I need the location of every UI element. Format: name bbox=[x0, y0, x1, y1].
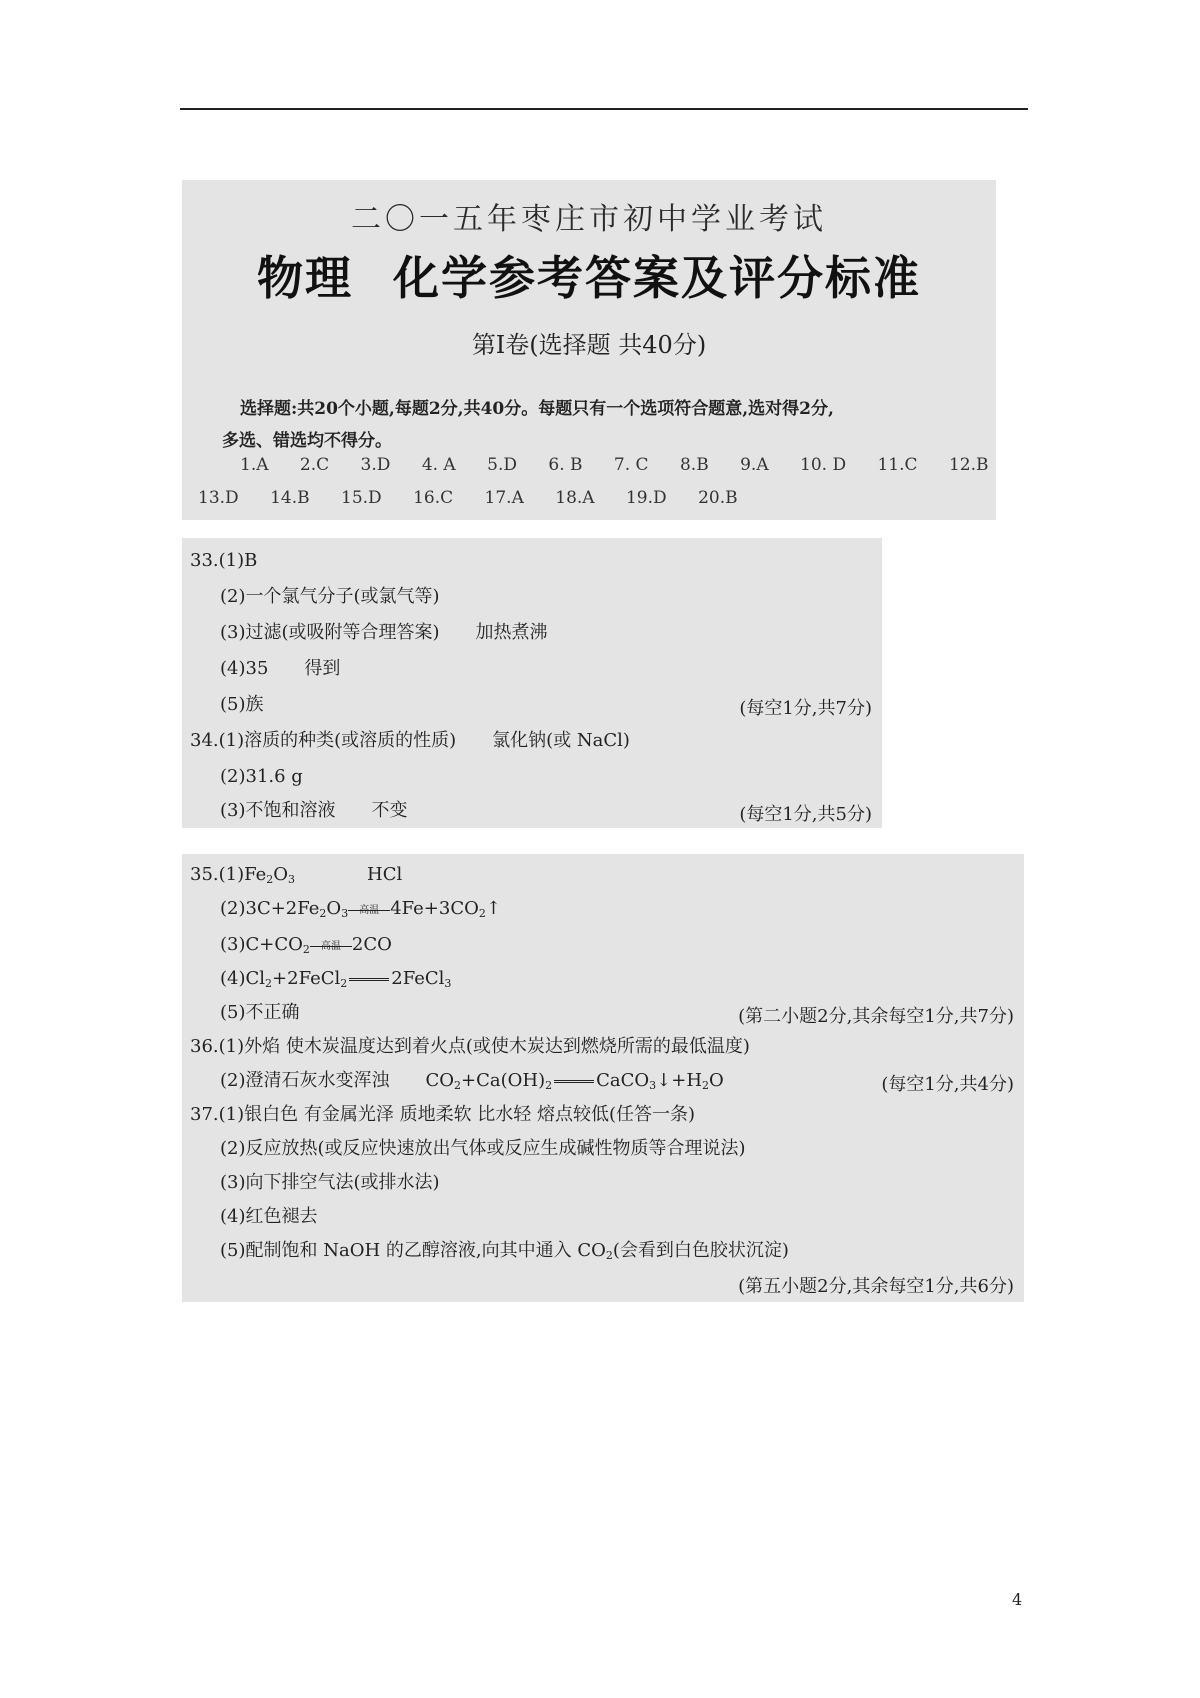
q36-caoh: +Ca(OH) bbox=[461, 1070, 546, 1091]
sub-3: 3 bbox=[649, 1079, 657, 1092]
q34-l1b: 氯化钠(或 NaCl) bbox=[492, 730, 630, 751]
answer-row-1 bbox=[240, 455, 1014, 475]
answer-item: 17.A bbox=[484, 488, 524, 508]
scan-q33-q34 bbox=[182, 538, 882, 828]
header-rule bbox=[180, 108, 1028, 110]
sub-2: 2 bbox=[265, 977, 273, 990]
answer-item: 15.D bbox=[341, 488, 382, 508]
q35-score: (第二小题2分,其余每空1分,共7分) bbox=[738, 1006, 1014, 1027]
q37-line1: 37.(1)银白色 有金属光泽 质地柔软 比水轻 熔点较低(任答一条) bbox=[190, 1104, 696, 1125]
eq2-left: (2)3C+2Fe bbox=[220, 898, 320, 919]
equals-sign bbox=[554, 1080, 594, 1083]
q35-fe: 35.(1)Fe bbox=[190, 864, 267, 885]
sub-2: 2 bbox=[266, 873, 274, 886]
answer-item: 10. D bbox=[800, 455, 847, 475]
reaction-condition: 高温 bbox=[320, 941, 341, 952]
q34-score: (每空1分,共5分) bbox=[739, 804, 872, 825]
scan-q35-q37 bbox=[182, 854, 1024, 1302]
q37-line3: (3)向下排空气法(或排水法) bbox=[220, 1172, 440, 1193]
answer-item: 14.B bbox=[270, 488, 310, 508]
q36-co: CO bbox=[425, 1070, 455, 1091]
q37-l5a: (5)配制饱和 NaOH 的乙醇溶液,向其中通入 CO bbox=[220, 1240, 606, 1261]
q35-line5: (5)不正确 bbox=[220, 1002, 300, 1023]
answer-row-2 bbox=[198, 488, 764, 508]
reaction-arrow bbox=[348, 903, 390, 915]
q36-o: O bbox=[709, 1070, 724, 1091]
q35-hcl: HCl bbox=[367, 864, 403, 885]
q35-equation-2 bbox=[220, 892, 501, 931]
sub-2: 2 bbox=[478, 907, 486, 920]
eq4-mid: +2FeCl bbox=[272, 968, 341, 989]
scan-title-block bbox=[182, 180, 996, 520]
sub-2: 2 bbox=[454, 1079, 462, 1092]
q33-line5: (5)族 bbox=[220, 694, 264, 715]
gas-up-arrow-icon: ↑ bbox=[485, 898, 501, 919]
answer-item: 7. C bbox=[613, 455, 649, 475]
q36-line1: 36.(1)外焰 使木炭温度达到着火点(或使木炭达到燃烧所需的最低温度) bbox=[190, 1036, 750, 1057]
answer-item: 13.D bbox=[198, 488, 239, 508]
q33-l4b: 得到 bbox=[304, 658, 341, 679]
eq3-right: 2CO bbox=[351, 934, 392, 955]
page-number: 4 bbox=[1012, 1590, 1023, 1609]
answer-item: 5.D bbox=[487, 455, 517, 475]
reaction-arrow bbox=[310, 939, 352, 951]
q33-score: (每空1分,共7分) bbox=[739, 698, 872, 719]
eq2-o: O bbox=[326, 898, 342, 919]
q34-line1 bbox=[190, 724, 630, 758]
q36-caco: CaCO bbox=[596, 1070, 650, 1091]
answer-item: 1.A bbox=[240, 455, 269, 475]
sub-2: 2 bbox=[340, 977, 348, 990]
reaction-condition: 高温 bbox=[359, 905, 380, 916]
q33-l3a: (3)过滤(或吸附等合理答案) bbox=[220, 622, 440, 643]
sub-3: 3 bbox=[341, 907, 349, 920]
eq4-left: (4)Cl bbox=[220, 968, 266, 989]
answer-item: 3.D bbox=[360, 455, 391, 475]
q37-line2: (2)反应放热(或反应快速放出气体或反应生成碱性物质等合理说法) bbox=[220, 1138, 746, 1159]
q33-line4 bbox=[220, 652, 340, 686]
exam-subtitle: 二〇一五年枣庄市初中学业考试 bbox=[351, 202, 827, 237]
answer-item: 6. B bbox=[548, 455, 583, 475]
answer-item: 20.B bbox=[698, 488, 738, 508]
q33-l4a: (4)35 bbox=[220, 658, 269, 679]
q36-score: (每空1分,共4分) bbox=[881, 1074, 1014, 1095]
q37-l5b: (会看到白色胶状沉淀) bbox=[612, 1240, 789, 1261]
q35-o: O bbox=[273, 864, 289, 885]
q33-line3 bbox=[220, 616, 548, 650]
instructions-line2: 多选、错选均不得分。 bbox=[222, 431, 392, 451]
sub-3: 3 bbox=[444, 977, 452, 990]
answer-item: 18.A bbox=[555, 488, 595, 508]
sub-2: 2 bbox=[319, 907, 327, 920]
answer-item: 12.B bbox=[948, 455, 989, 475]
eq2-right: 4Fe+3CO bbox=[390, 898, 479, 919]
section-title: 第Ⅰ卷(选择题 共40分) bbox=[471, 331, 707, 359]
equals-sign bbox=[349, 978, 389, 981]
q37-line4: (4)红色褪去 bbox=[220, 1206, 318, 1227]
q36-tail: ↓+H bbox=[656, 1070, 703, 1091]
answer-item: 4. A bbox=[421, 455, 456, 475]
answer-item: 11.C bbox=[877, 455, 918, 475]
q34-line2: (2)31.6 g bbox=[220, 766, 303, 787]
q34-l3a: (3)不饱和溶液 bbox=[220, 800, 336, 821]
answer-item: 16.C bbox=[413, 488, 454, 508]
eq4-right: 2FeCl bbox=[391, 968, 445, 989]
sub-3: 3 bbox=[288, 873, 296, 886]
sub-2: 2 bbox=[545, 1079, 553, 1092]
answer-item: 2.C bbox=[299, 455, 330, 475]
answer-item: 9.A bbox=[740, 455, 769, 475]
sub-2: 2 bbox=[605, 1249, 613, 1262]
sub-2: 2 bbox=[702, 1079, 710, 1092]
q37-score: (第五小题2分,其余每空1分,共6分) bbox=[738, 1276, 1014, 1297]
q36-l2a: (2)澄清石灰水变浑浊 bbox=[220, 1070, 390, 1091]
title-physics: 物理 bbox=[257, 251, 353, 305]
instructions-line1: 选择题:共20个小题,每题2分,共40分。每题只有一个选项符合题意,选对得2分, bbox=[240, 399, 834, 419]
title-chemistry: 化学参考答案及评分标准 bbox=[393, 251, 921, 305]
q34-line3 bbox=[220, 794, 408, 828]
q34-l3b: 不变 bbox=[371, 800, 408, 821]
q34-l1a: 34.(1)溶质的种类(或溶质的性质) bbox=[190, 730, 457, 751]
eq3-left: (3)C+CO bbox=[220, 934, 303, 955]
q33-line1: 33.(1)B bbox=[190, 550, 258, 571]
sub-2: 2 bbox=[302, 943, 310, 956]
instructions bbox=[222, 393, 980, 457]
answer-item: 8.B bbox=[679, 455, 709, 475]
q37-line5 bbox=[220, 1234, 789, 1273]
answer-item: 19.D bbox=[625, 488, 667, 508]
q33-l3b: 加热煮沸 bbox=[475, 622, 548, 643]
q33-line2: (2)一个氯气分子(或氯气等) bbox=[220, 586, 440, 607]
exam-title bbox=[182, 242, 996, 308]
